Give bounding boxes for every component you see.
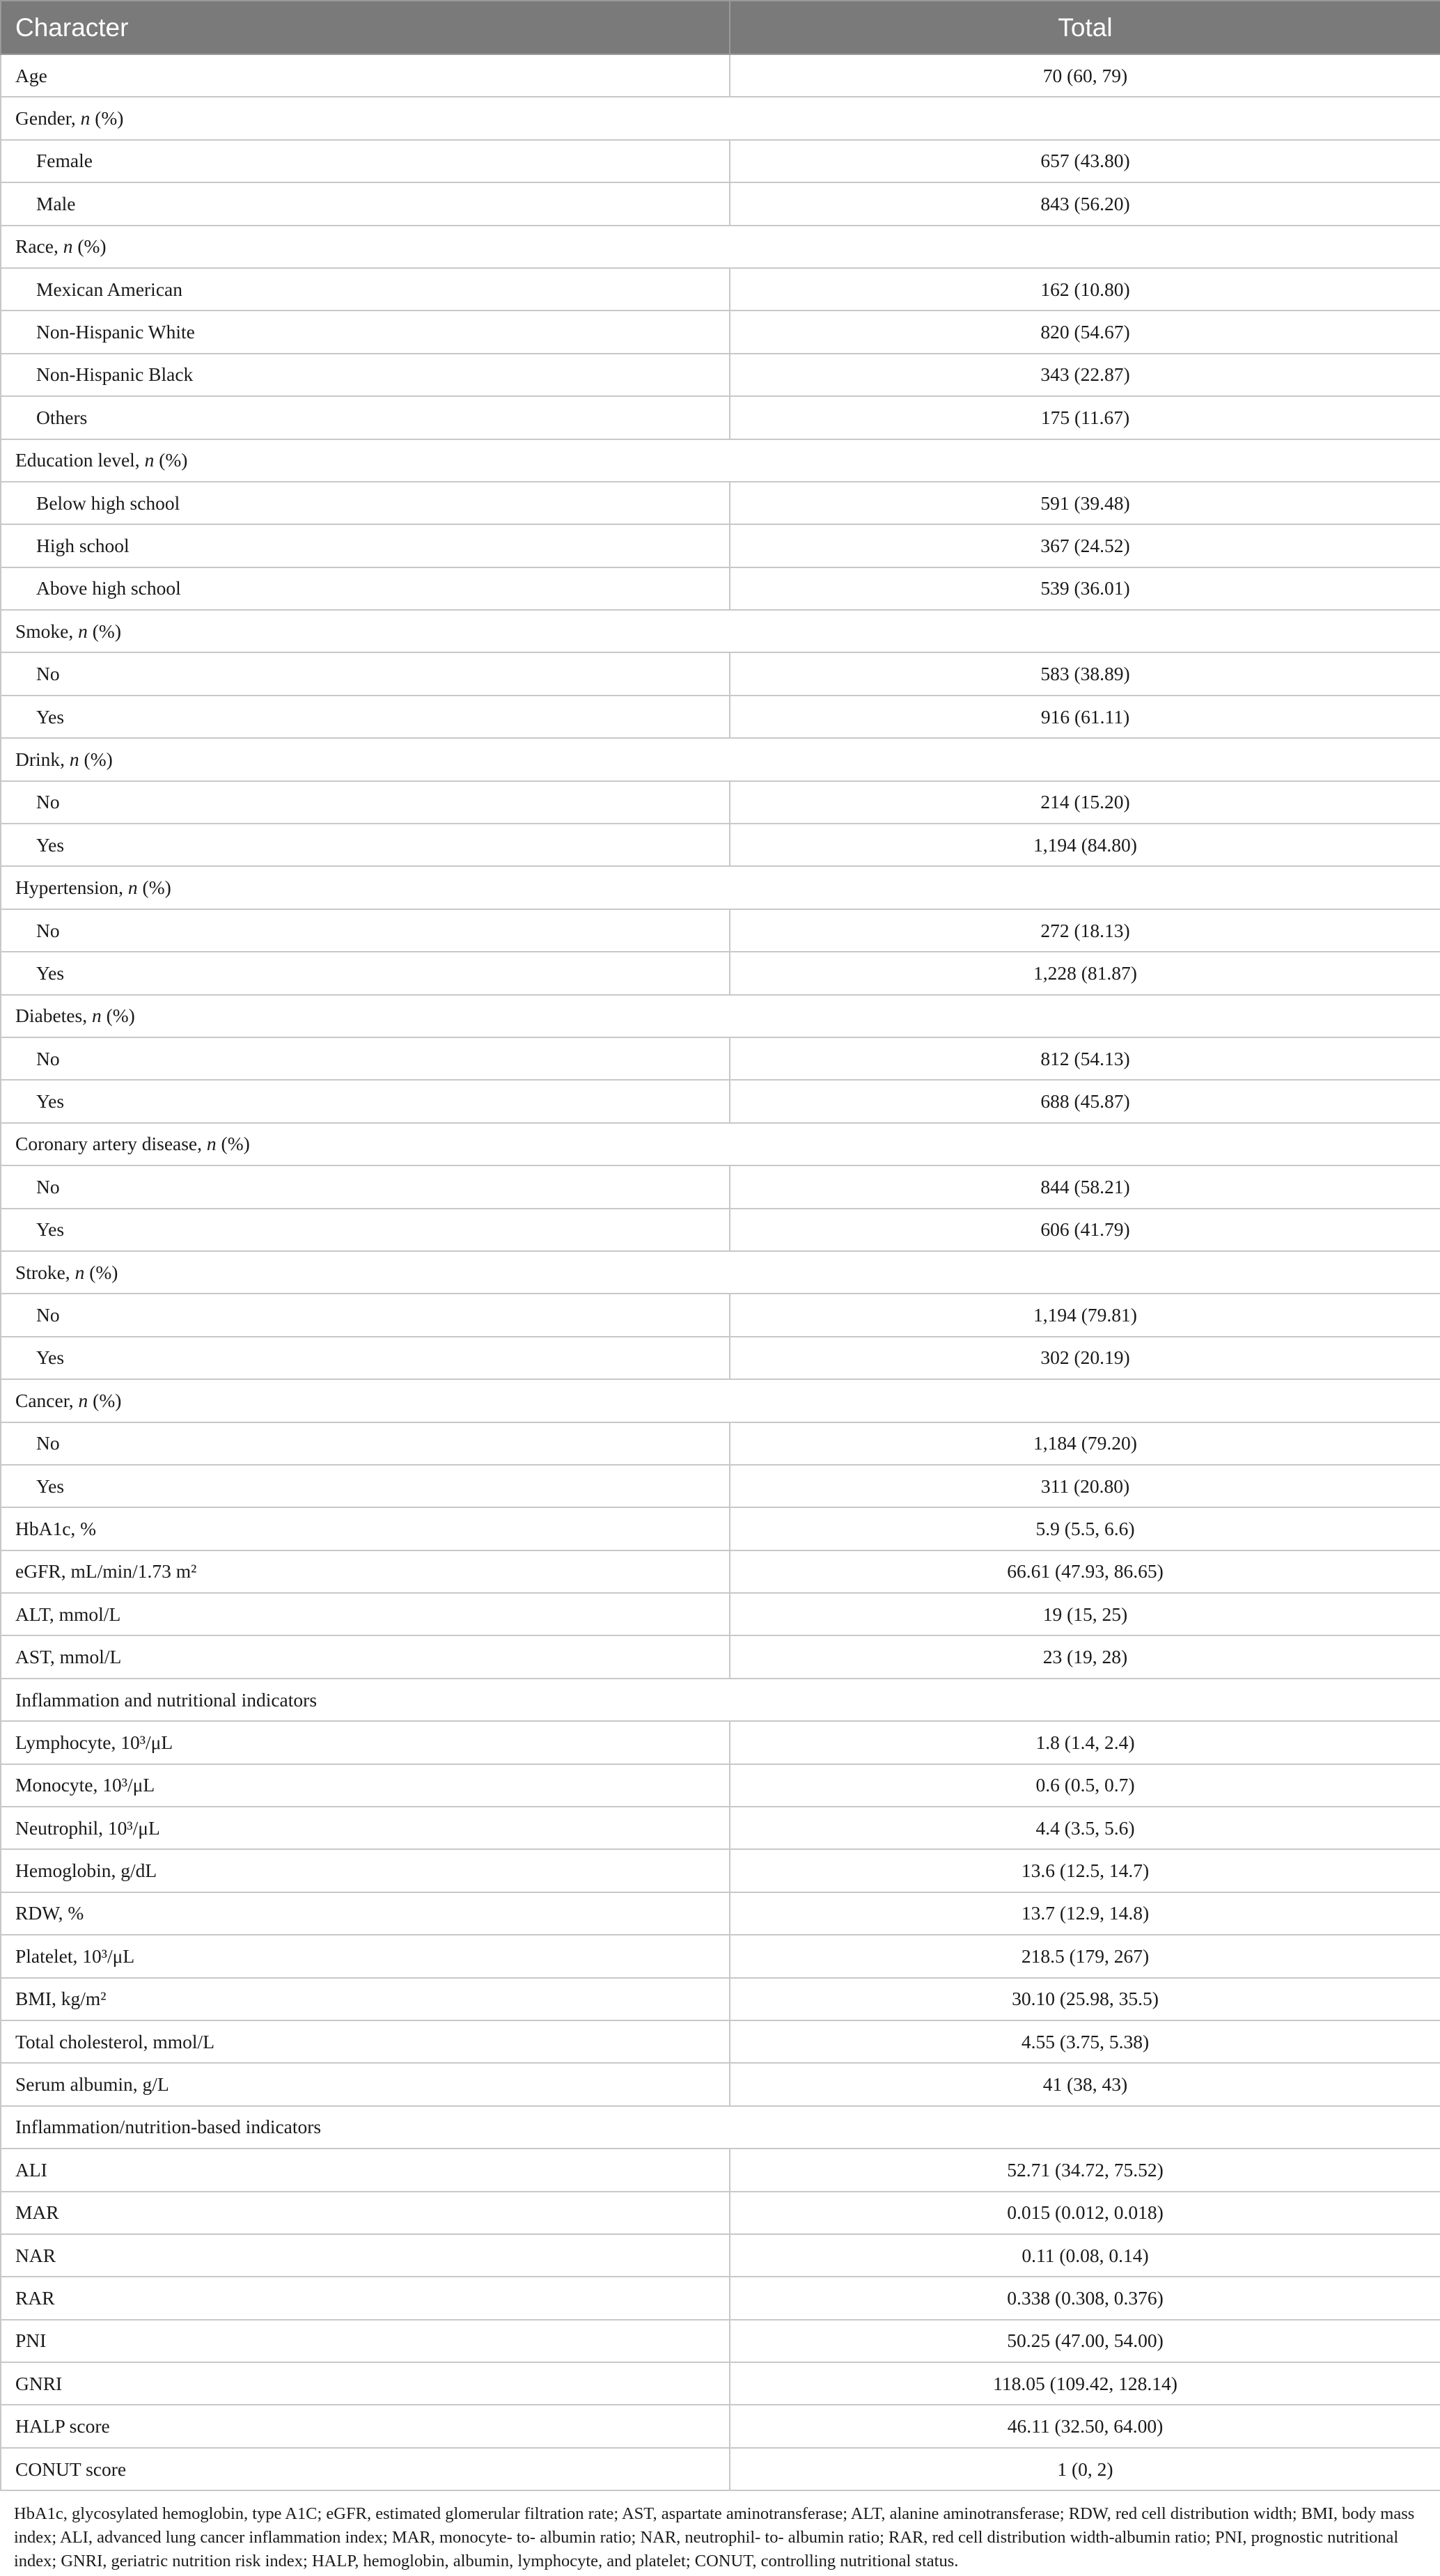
table-section-row [1, 2106, 1440, 2149]
table-row [1, 140, 1440, 182]
table-section-row [1, 1679, 1440, 1721]
table-section-row [1, 1251, 1440, 1294]
row-label: No [1, 1037, 730, 1080]
row-value: 688 (45.87) [730, 1080, 1440, 1122]
row-value: 591 (39.48) [730, 482, 1440, 524]
row-value: 343 (22.87) [730, 354, 1440, 396]
table-row [1, 696, 1440, 738]
table-section-row [1, 1123, 1440, 1165]
table-row [1, 2448, 1440, 2490]
row-label: PNI [1, 2320, 730, 2362]
table-row [1, 1635, 1440, 1678]
row-label: Yes [1, 1209, 730, 1251]
row-value: 843 (56.20) [730, 182, 1440, 225]
table-row [1, 2405, 1440, 2447]
row-label: MAR [1, 2192, 730, 2234]
table-row [1, 2234, 1440, 2277]
table-row [1, 1892, 1440, 1935]
table-row [1, 2277, 1440, 2319]
row-label: Yes [1, 696, 730, 738]
row-value: 0.338 (0.308, 0.376) [730, 2277, 1440, 2319]
row-value: 23 (19, 28) [730, 1635, 1440, 1678]
table-row [1, 952, 1440, 994]
row-value: 0.11 (0.08, 0.14) [730, 2234, 1440, 2277]
table-row [1, 1935, 1440, 1977]
table-row [1, 354, 1440, 396]
table-section-row [1, 439, 1440, 482]
table-row [1, 1337, 1440, 1379]
row-label: CONUT score [1, 2448, 730, 2490]
row-label: NAR [1, 2234, 730, 2277]
row-value: 657 (43.80) [730, 140, 1440, 182]
row-label: AST, mmol/L [1, 1635, 730, 1678]
table-header [1, 1, 1440, 54]
table-row [1, 1080, 1440, 1122]
table-row [1, 1507, 1440, 1550]
table-section-row [1, 226, 1440, 268]
table-section-row [1, 866, 1440, 909]
row-label: eGFR, mL/min/1.73 m² [1, 1550, 730, 1593]
table-row [1, 182, 1440, 225]
table-row [1, 396, 1440, 439]
row-value: 539 (36.01) [730, 567, 1440, 610]
row-value: 583 (38.89) [730, 652, 1440, 695]
table-row [1, 2063, 1440, 2105]
row-label: RDW, % [1, 1892, 730, 1935]
row-label: GNRI [1, 2362, 730, 2405]
table-row [1, 1849, 1440, 1892]
row-value: 13.6 (12.5, 14.7) [730, 1849, 1440, 1892]
table-section-row [1, 738, 1440, 780]
row-label: Male [1, 182, 730, 225]
section-label: Gender, n (%) [1, 97, 1440, 139]
row-label: Yes [1, 1080, 730, 1122]
row-value: 118.05 (109.42, 128.14) [730, 2362, 1440, 2405]
row-value: 302 (20.19) [730, 1337, 1440, 1379]
row-value: 1,184 (79.20) [730, 1422, 1440, 1465]
section-label: Hypertension, n (%) [1, 866, 1440, 909]
row-label: HALP score [1, 2405, 730, 2447]
row-label: No [1, 909, 730, 952]
table-row [1, 2320, 1440, 2362]
row-value: 66.61 (47.93, 86.65) [730, 1550, 1440, 1593]
row-label: Total cholesterol, mmol/L [1, 2020, 730, 2063]
row-value: 0.015 (0.012, 0.018) [730, 2192, 1440, 2234]
table-row [1, 2192, 1440, 2234]
row-value: 175 (11.67) [730, 396, 1440, 439]
row-label: Serum albumin, g/L [1, 2063, 730, 2105]
section-label: Smoke, n (%) [1, 610, 1440, 652]
row-value: 916 (61.11) [730, 696, 1440, 738]
table-row [1, 2020, 1440, 2063]
row-value: 1.8 (1.4, 2.4) [730, 1721, 1440, 1764]
row-label: Neutrophil, 10³/μL [1, 1807, 730, 1849]
row-label: Yes [1, 824, 730, 866]
table-row [1, 54, 1440, 97]
table-row [1, 2149, 1440, 2191]
table-section-row [1, 995, 1440, 1037]
section-label: Cancer, n (%) [1, 1379, 1440, 1422]
row-label: Mexican American [1, 268, 730, 311]
table-row [1, 781, 1440, 824]
row-label: No [1, 1165, 730, 1208]
table-row [1, 311, 1440, 353]
table-row [1, 1721, 1440, 1764]
row-label: ALT, mmol/L [1, 1593, 730, 1635]
table-row [1, 824, 1440, 866]
row-value: 367 (24.52) [730, 524, 1440, 567]
row-value: 1,194 (84.80) [730, 824, 1440, 866]
row-label: Below high school [1, 482, 730, 524]
table-row [1, 524, 1440, 567]
row-label: Yes [1, 1465, 730, 1507]
section-label: Race, n (%) [1, 226, 1440, 268]
column-header-character: Character [1, 1, 730, 54]
row-label: Yes [1, 952, 730, 994]
row-label: Others [1, 396, 730, 439]
table-row [1, 1422, 1440, 1465]
row-value: 41 (38, 43) [730, 2063, 1440, 2105]
table-row [1, 1593, 1440, 1635]
row-value: 70 (60, 79) [730, 54, 1440, 97]
table-row [1, 1165, 1440, 1208]
row-label: Age [1, 54, 730, 97]
header-row [1, 1, 1440, 54]
section-label: Inflammation/nutrition-based indicators [1, 2106, 1440, 2149]
section-label: Diabetes, n (%) [1, 995, 1440, 1037]
row-label: Lymphocyte, 10³/μL [1, 1721, 730, 1764]
table-row [1, 1294, 1440, 1336]
row-value: 162 (10.80) [730, 268, 1440, 311]
table-body [1, 54, 1440, 2490]
row-value: 50.25 (47.00, 54.00) [730, 2320, 1440, 2362]
section-label: Coronary artery disease, n (%) [1, 1123, 1440, 1165]
row-label: Above high school [1, 567, 730, 610]
row-value: 272 (18.13) [730, 909, 1440, 952]
row-label: ALI [1, 2149, 730, 2191]
row-value: 30.10 (25.98, 35.5) [730, 1978, 1440, 2020]
table-footnote: HbA1c, glycosylated hemoglobin, type A1C; eGFR, estimated glomerular filtration rate; AST, aspartate aminotransferase; ALT, alanine aminotransferase; RDW, red cell distribution width; BMI, body mass index; ALI, advanced lung cancer inflammation index; MAR, monocyte- to- albumin ratio; NAR, neutrophil- to- albumin ratio; RAR, red cell distribution width-albumin ratio; PNI, prognostic nutritional index; GNRI, geriatric nutrition risk index; HALP, hemoglobin, albumin, lymphocyte, and platelet; CONUT, controlling nutritional status. [14, 2504, 1415, 2570]
row-value: 844 (58.21) [730, 1165, 1440, 1208]
table-section-row [1, 1379, 1440, 1422]
row-value: 5.9 (5.5, 6.6) [730, 1507, 1440, 1550]
column-header-total: Total [730, 1, 1440, 54]
section-label: Inflammation and nutritional indicators [1, 1679, 1440, 1721]
section-label: Stroke, n (%) [1, 1251, 1440, 1294]
row-value: 4.4 (3.5, 5.6) [730, 1807, 1440, 1849]
row-label: BMI, kg/m² [1, 1978, 730, 2020]
section-label: Education level, n (%) [1, 439, 1440, 482]
row-value: 19 (15, 25) [730, 1593, 1440, 1635]
table-row [1, 1550, 1440, 1593]
section-label: Drink, n (%) [1, 738, 1440, 780]
row-label: Monocyte, 10³/μL [1, 1764, 730, 1807]
row-label: HbA1c, % [1, 1507, 730, 1550]
row-value: 1,228 (81.87) [730, 952, 1440, 994]
row-label: No [1, 652, 730, 695]
row-value: 13.7 (12.9, 14.8) [730, 1892, 1440, 1935]
row-label: Female [1, 140, 730, 182]
row-label: Yes [1, 1337, 730, 1379]
table-row [1, 1978, 1440, 2020]
row-label: High school [1, 524, 730, 567]
table-row [1, 1807, 1440, 1849]
row-value: 218.5 (179, 267) [730, 1935, 1440, 1977]
table-section-row [1, 97, 1440, 139]
row-label: Non-Hispanic White [1, 311, 730, 353]
row-value: 311 (20.80) [730, 1465, 1440, 1507]
row-label: Platelet, 10³/μL [1, 1935, 730, 1977]
table-row [1, 1037, 1440, 1080]
row-value: 214 (15.20) [730, 781, 1440, 824]
row-value: 820 (54.67) [730, 311, 1440, 353]
table-row [1, 909, 1440, 952]
row-label: No [1, 781, 730, 824]
table-section-row [1, 610, 1440, 652]
row-label: Hemoglobin, g/dL [1, 1849, 730, 1892]
table-row [1, 1465, 1440, 1507]
row-label: No [1, 1294, 730, 1336]
table-row [1, 1209, 1440, 1251]
table-row [1, 482, 1440, 524]
row-value: 1 (0, 2) [730, 2448, 1440, 2490]
row-value: 0.6 (0.5, 0.7) [730, 1764, 1440, 1807]
row-value: 52.71 (34.72, 75.52) [730, 2149, 1440, 2191]
table-row [1, 567, 1440, 610]
row-label: RAR [1, 2277, 730, 2319]
row-label: No [1, 1422, 730, 1465]
row-value: 812 (54.13) [730, 1037, 1440, 1080]
table-row [1, 2362, 1440, 2405]
row-label: Non-Hispanic Black [1, 354, 730, 396]
table-row [1, 652, 1440, 695]
table-row [1, 1764, 1440, 1807]
row-value: 46.11 (32.50, 64.00) [730, 2405, 1440, 2447]
row-value: 4.55 (3.75, 5.38) [730, 2020, 1440, 2063]
row-value: 606 (41.79) [730, 1209, 1440, 1251]
row-value: 1,194 (79.81) [730, 1294, 1440, 1336]
table-row [1, 268, 1440, 311]
